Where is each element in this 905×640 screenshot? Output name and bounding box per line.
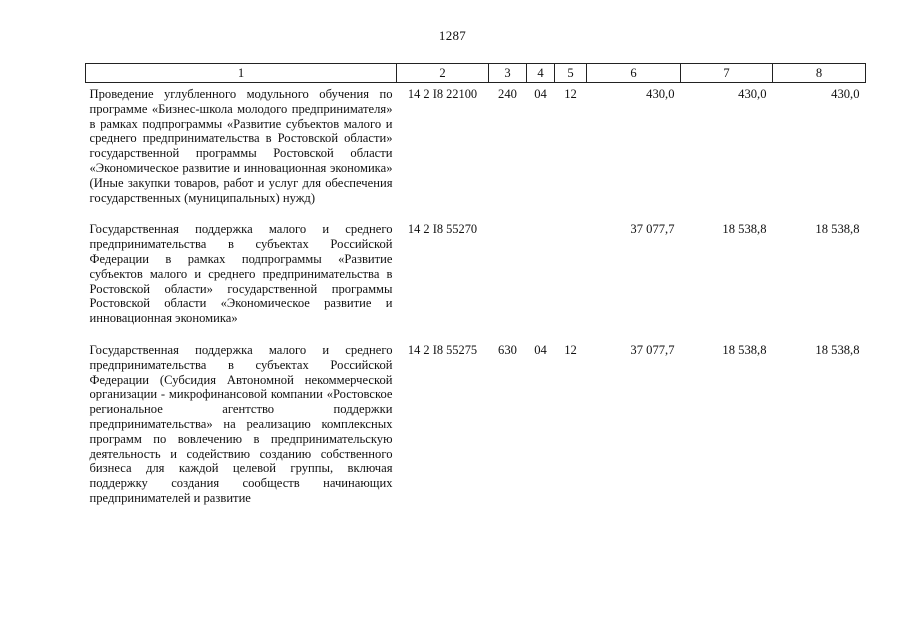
row-section: 04 [534, 342, 547, 357]
row-amount-col6: 430,0 [646, 87, 675, 101]
row-expense-type: 240 [498, 87, 517, 101]
table-row [86, 218, 866, 339]
row-amount-col8: 18 538,8 [815, 342, 860, 357]
header-cell-7: 7 [681, 64, 773, 83]
row-section: 04 [534, 87, 547, 101]
header-cell-2: 2 [397, 64, 489, 83]
header-cell-1: 1 [86, 64, 397, 83]
table-row [86, 339, 866, 519]
row-amount-col7: 18 538,8 [722, 222, 767, 237]
header-cell-3: 3 [489, 64, 527, 83]
header-cell-4: 4 [527, 64, 555, 83]
row-target-code: 14 2 I8 55270 [407, 222, 478, 237]
table-body [86, 83, 866, 519]
row-amount-col7: 18 538,8 [722, 342, 767, 357]
row-amount-col8: 430,0 [831, 87, 860, 101]
row-expense-type: 630 [498, 342, 517, 357]
budget-table [85, 63, 866, 519]
table-header [86, 64, 866, 83]
row-target-code: 14 2 I8 55275 [407, 342, 478, 357]
table-row [86, 83, 866, 219]
row-subsection [555, 218, 587, 339]
header-cell-6: 6 [587, 64, 681, 83]
row-amount-col8: 18 538,8 [815, 222, 860, 237]
row-subsection: 12 [564, 87, 577, 101]
row-description: Проведение углубленного модульного обучения по программе «Бизнес-школа молодого предпринимателя» в рамках подпрограммы «Развитие субъектов малого и среднего предпринимательства в Ростовской области» государственной программы Ростовской области «Экономическое развитие и инновационная экономика» (Иные закупки товаров, работ и услуг для обеспечения государственных (муниципальных) нужд) [89, 87, 393, 205]
row-subsection: 12 [564, 342, 577, 357]
header-cell-8: 8 [773, 64, 866, 83]
row-description: Государственная поддержка малого и среднего предпринимательства в субъектах Российской Федерации в рамках подпрограммы «Развитие субъектов малого и среднего предпринимательства в Ростовской области» государственной программы Ростовской области «Экономическое развитие и инновационная экономика» [89, 222, 393, 326]
header-row [86, 64, 866, 83]
row-section [527, 218, 555, 339]
row-description: Государственная поддержка малого и среднего предпринимательства в субъектах Российской Федерации (Субсидия Автономной некоммерческой организации - микрофинансовой компании «Ростовское региональное агентство поддержки предпринимательства» на реализацию комплексных программ по вовлечению в предпринимательскую деятельность и содействию созданию собственного бизнеса для каждой целевой группы, включая поддержку создания сообществ начинающих предпринимателей и развитие [89, 342, 393, 505]
row-amount-col7: 430,0 [738, 87, 767, 101]
row-target-code: 14 2 I8 22100 [407, 87, 478, 101]
row-expense-type [489, 218, 527, 339]
page-number: 1287 [438, 28, 467, 43]
header-cell-5: 5 [555, 64, 587, 83]
row-amount-col6: 37 077,7 [630, 222, 675, 237]
row-amount-col6: 37 077,7 [630, 342, 675, 357]
